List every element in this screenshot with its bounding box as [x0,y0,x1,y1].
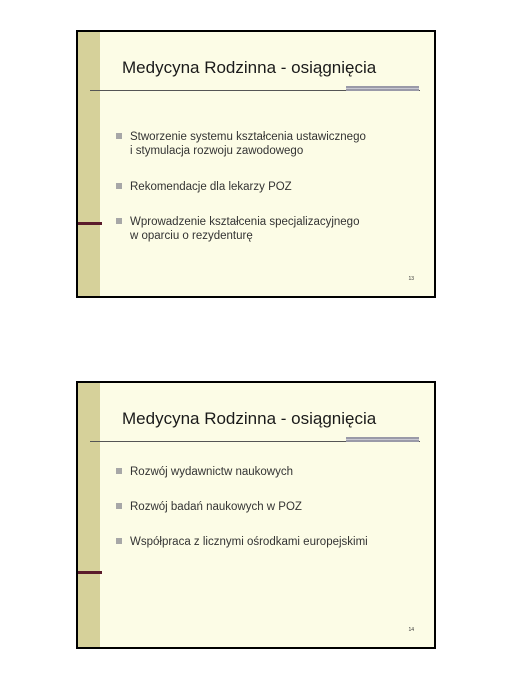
square-bullet-icon [116,218,122,224]
list-item [116,180,366,194]
list-item [116,130,366,158]
page-number: 13 [408,276,414,282]
slide-side-bar [78,383,100,647]
bullet-list [116,465,368,549]
slide-side-bar [78,32,100,296]
square-bullet-icon [116,503,122,509]
list-item [116,535,368,549]
slide-13 [76,30,436,298]
list-item [116,465,368,479]
slide-14 [76,381,436,649]
bullet-text: Stworzenie systemu kształcenia ustawicznego i stymulacja rozwoju zawodowego [130,131,366,157]
slide-side-mark [78,222,102,225]
page-number: 14 [408,627,414,633]
title-rule-accent [346,437,419,442]
bullet-text: Rozwój wydawnictw naukowych [130,466,293,478]
bullet-text: Wprowadzenie kształcenia specjalizacyjnego w oparciu o rezydenturę [130,216,360,242]
bullet-text: Rozwój badań naukowych w POZ [130,501,302,513]
square-bullet-icon [116,133,122,139]
bullet-text: Współpraca z licznymi ośrodkami europejskimi [130,536,368,548]
bullet-list [116,130,366,243]
list-item [116,500,368,514]
list-item [116,215,366,243]
slide-side-mark [78,571,102,574]
bullet-text: Rekomendacje dla lekarzy POZ [130,181,292,193]
square-bullet-icon [116,468,122,474]
slide-title: Medycyna Rodzinna - osiągnięcia [122,58,377,77]
square-bullet-icon [116,538,122,544]
square-bullet-icon [116,183,122,189]
title-rule-accent [346,86,419,91]
slide-title: Medycyna Rodzinna - osiągnięcia [122,409,377,428]
